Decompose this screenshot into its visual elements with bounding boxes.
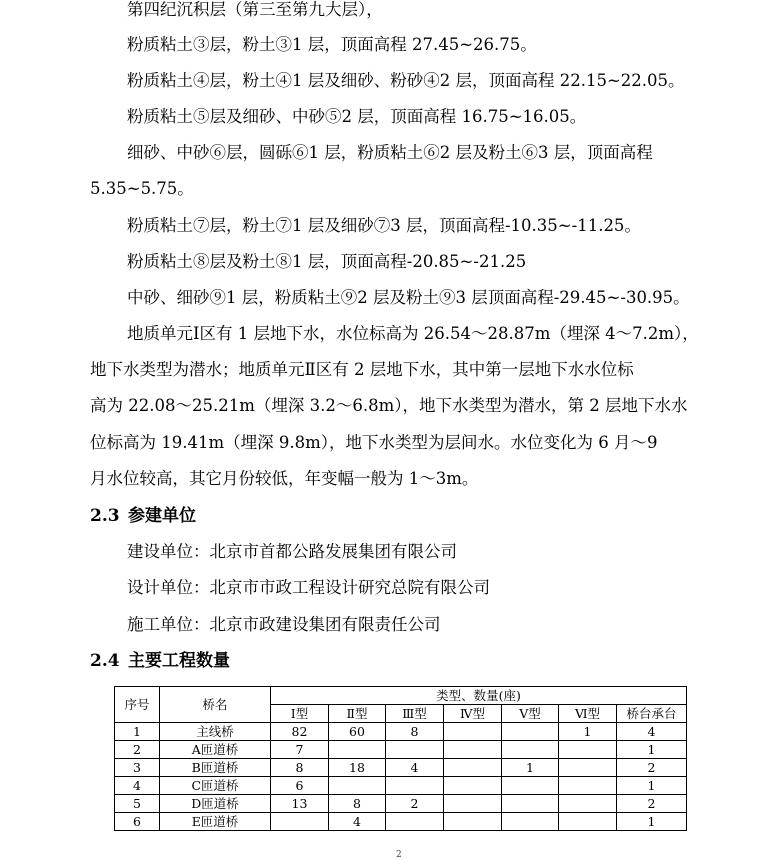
section-heading-2-3 [90, 505, 779, 527]
section-heading-2-4 [90, 650, 779, 672]
cell-value: 1 [502, 759, 559, 777]
cell-serial: 1 [115, 723, 160, 741]
paragraph-layer-8: 粉质粘土⑧层及粉土⑧1 层，顶面高程-20.85~-21.25 [127, 252, 527, 271]
section-title: 参建单位 [128, 506, 196, 526]
cell-serial: 3 [115, 759, 160, 777]
cell-value: 1 [617, 741, 687, 759]
cell-value [559, 795, 617, 813]
header-type-3: Ⅲ型 [386, 705, 444, 723]
table-row [115, 741, 687, 759]
header-type-1: Ⅰ型 [271, 705, 329, 723]
paragraph-layer-9: 中砂、细砂⑨1 层，粉质粘土⑨2 层及粉土⑨3 层顶面高程-29.45~-30.95。 [127, 288, 690, 307]
cell-value [386, 813, 444, 831]
cell-value [502, 777, 559, 795]
cell-serial: 6 [115, 813, 160, 831]
cell-value [559, 777, 617, 795]
page-number: 2 [396, 850, 402, 860]
header-type-quantity: 类型、数量(座) [271, 687, 687, 705]
header-type-5: Ⅴ型 [502, 705, 559, 723]
participant-designer: 设计单位：北京市市政工程设计研究总院有限公司 [127, 578, 490, 597]
cell-bridge-name: B匝道桥 [160, 759, 271, 777]
cell-value: 60 [329, 723, 386, 741]
paragraph-layer-3: 粉质粘土③层，粉土③1 层，顶面高程 27.45~26.75。 [127, 35, 537, 54]
cell-value [559, 813, 617, 831]
cell-value: 2 [386, 795, 444, 813]
section-number: 2.4 [90, 651, 120, 671]
cell-value [502, 741, 559, 759]
cell-bridge-name: D匝道桥 [160, 795, 271, 813]
paragraph-layer-5: 粉质粘土⑤层及细砂、中砂⑤2 层，顶面高程 16.75~16.05。 [127, 107, 587, 126]
cell-value: 13 [271, 795, 329, 813]
cell-value: 4 [329, 813, 386, 831]
participant-builder: 建设单位：北京市首都公路发展集团有限公司 [127, 542, 457, 561]
header-serial: 序号 [115, 687, 160, 723]
cell-value [444, 723, 502, 741]
cell-value [271, 813, 329, 831]
cell-bridge-name: 主线桥 [160, 723, 271, 741]
cell-serial: 5 [115, 795, 160, 813]
paragraph-groundwater-3: 高为 22.08～25.21m（埋深 3.2～6.8m），地下水类型为潜水，第 2 层地下水水 [90, 396, 688, 415]
cell-value: 2 [617, 759, 687, 777]
paragraph-groundwater-4: 位标高为 19.41m（埋深 9.8m），地下水类型为层间水。水位变化为 6 月～9 [90, 433, 658, 452]
paragraph-groundwater-2: 地下水类型为潜水；地质单元Ⅱ区有 2 层地下水，其中第一层地下水水位标 [90, 360, 634, 379]
cell-serial: 2 [115, 741, 160, 759]
header-abutment-cap: 桥台承台 [617, 705, 687, 723]
cell-value [502, 795, 559, 813]
cell-value: 1 [559, 723, 617, 741]
cell-value [559, 759, 617, 777]
cell-value: 2 [617, 795, 687, 813]
paragraph-layer-6-cont: 5.35~5.75。 [90, 179, 194, 198]
cell-value: 8 [386, 723, 444, 741]
cell-value [502, 813, 559, 831]
cell-value: 4 [617, 723, 687, 741]
cell-value [329, 777, 386, 795]
table-row [115, 723, 687, 741]
cell-value: 7 [271, 741, 329, 759]
cell-value: 18 [329, 759, 386, 777]
cell-serial: 4 [115, 777, 160, 795]
cell-value [386, 777, 444, 795]
cell-value: 1 [617, 777, 687, 795]
cell-value [559, 741, 617, 759]
header-type-6: Ⅵ型 [559, 705, 617, 723]
cell-value: 6 [271, 777, 329, 795]
paragraph-layer-4: 粉质粘土④层，粉土④1 层及细砂、粉砂④2 层，顶面高程 22.15~22.05。 [127, 71, 685, 90]
header-bridge-name: 桥名 [160, 687, 271, 723]
cell-value: 4 [386, 759, 444, 777]
table-row [115, 777, 687, 795]
cell-value [329, 741, 386, 759]
paragraph-layer-7: 粉质粘土⑦层，粉土⑦1 层及细砂⑦3 层，顶面高程-10.35~-11.25。 [127, 216, 641, 235]
cell-value [502, 723, 559, 741]
cell-value [444, 741, 502, 759]
participant-contractor: 施工单位：北京市政建设集团有限责任公司 [127, 615, 441, 634]
section-title: 主要工程数量 [128, 651, 230, 671]
paragraph-groundwater-5: 月水位较高，其它月份较低，年变幅一般为 1～3m。 [90, 469, 479, 488]
cell-value [386, 741, 444, 759]
cell-bridge-name: A匝道桥 [160, 741, 271, 759]
cell-value [444, 759, 502, 777]
cell-value: 1 [617, 813, 687, 831]
paragraph-layer-6: 细砂、中砂⑥层，圆砾⑥1 层，粉质粘土⑥2 层及粉土⑥3 层，顶面高程 [127, 143, 653, 162]
table-row [115, 795, 687, 813]
header-type-2: Ⅱ型 [329, 705, 386, 723]
paragraph-groundwater-1: 地质单元Ⅰ区有 1 层地下水，水位标高为 26.54～28.87m（埋深 4～7.2m）， [127, 324, 699, 343]
cell-value [444, 777, 502, 795]
cell-value [444, 813, 502, 831]
cell-bridge-name: E匝道桥 [160, 813, 271, 831]
header-type-4: Ⅳ型 [444, 705, 502, 723]
cell-bridge-name: C匝道桥 [160, 777, 271, 795]
cell-value [444, 795, 502, 813]
quantity-table [114, 686, 687, 831]
table-row [115, 759, 687, 777]
table-row [115, 813, 687, 831]
section-number: 2.3 [90, 506, 120, 526]
cell-value: 8 [271, 759, 329, 777]
cell-value: 8 [329, 795, 386, 813]
cell-value: 82 [271, 723, 329, 741]
paragraph-quaternary: 第四纪沉积层（第三至第九大层）， [127, 0, 383, 19]
